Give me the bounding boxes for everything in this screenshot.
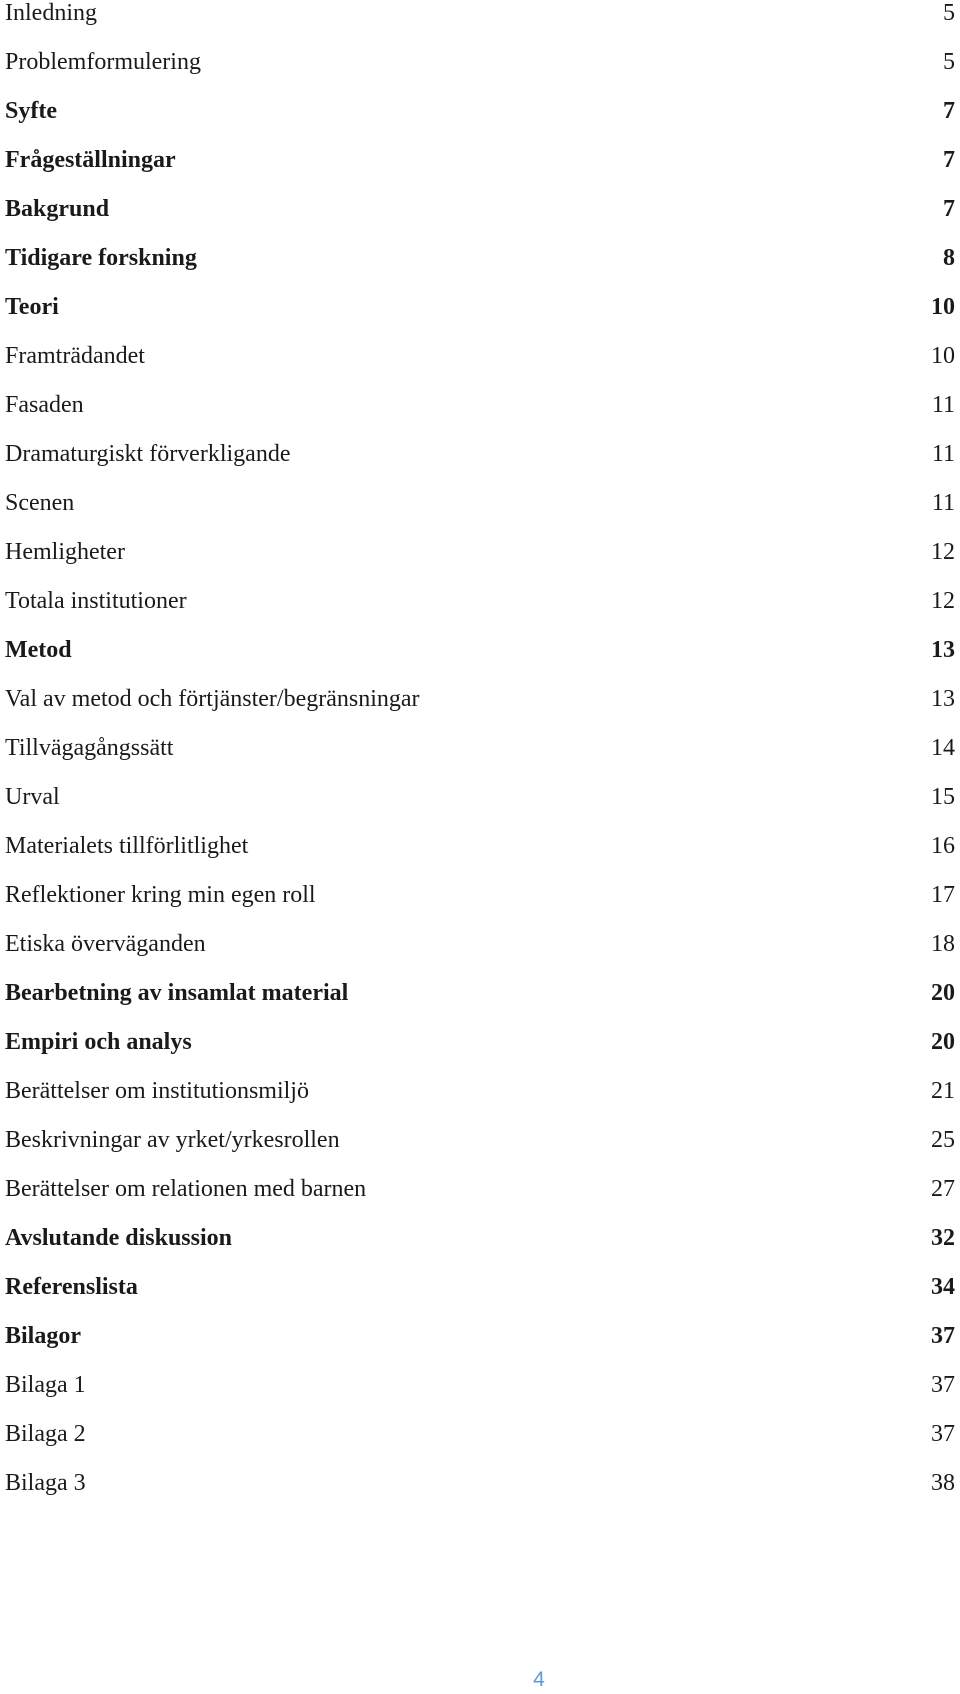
toc-entry[interactable]	[5, 245, 955, 294]
toc-entry-page: 12	[931, 588, 955, 614]
toc-entry-title: Materialets tillförlitlighet	[5, 833, 249, 859]
toc-entry-title: Hemligheter	[5, 539, 125, 565]
toc-entry-title: Berättelser om institutionsmiljö	[5, 1078, 309, 1104]
toc-entry-page: 11	[931, 392, 955, 418]
toc-entry-page: 5	[943, 49, 955, 75]
toc-entry-page: 37	[931, 1372, 955, 1398]
toc-entry[interactable]	[5, 392, 955, 441]
toc-entry-page: 14	[931, 735, 955, 761]
toc-entry-page: 11	[931, 441, 955, 467]
toc-entry-page: 7	[943, 98, 955, 124]
toc-entry[interactable]	[5, 294, 955, 343]
toc-entry-title: Framträdandet	[5, 343, 145, 369]
toc-entry[interactable]	[5, 588, 955, 637]
toc-entry-title: Beskrivningar av yrket/yrkesrollen	[5, 1127, 340, 1153]
toc-entry[interactable]	[5, 637, 955, 686]
toc-entry-page: 25	[931, 1127, 955, 1153]
toc-entry-page: 7	[943, 147, 955, 173]
toc-entry-page: 37	[931, 1323, 955, 1349]
toc-entry-title: Totala institutioner	[5, 588, 187, 614]
toc-entry-page: 34	[931, 1274, 955, 1300]
toc-entry[interactable]	[5, 980, 955, 1029]
toc-entry-title: Urval	[5, 784, 60, 810]
toc-entry-title: Problemformulering	[5, 49, 201, 75]
toc-entry-title: Tillvägagångssätt	[5, 735, 174, 761]
toc-entry[interactable]	[5, 539, 955, 588]
toc-entry-page: 32	[931, 1225, 955, 1251]
toc-entry[interactable]	[5, 1176, 955, 1225]
toc-entry[interactable]	[5, 49, 955, 98]
toc-entry[interactable]	[5, 833, 955, 882]
toc-entry[interactable]	[5, 147, 955, 196]
toc-entry-page: 37	[931, 1421, 955, 1447]
toc-entry-page: 20	[931, 980, 955, 1006]
toc-entry-title: Bilaga 3	[5, 1470, 86, 1496]
toc-entry[interactable]	[5, 98, 955, 147]
toc-entry[interactable]	[5, 784, 955, 833]
toc-entry-page: 16	[931, 833, 955, 859]
toc-entry-title: Bilaga 1	[5, 1372, 86, 1398]
toc-entry-title: Bearbetning av insamlat material	[5, 980, 349, 1006]
toc-entry-page: 20	[931, 1029, 955, 1055]
toc-entry-title: Inledning	[5, 0, 97, 26]
toc-entry-title: Fasaden	[5, 392, 84, 418]
toc-entry[interactable]	[5, 1029, 955, 1078]
toc-entry[interactable]	[5, 441, 955, 490]
toc-entry-page: 17	[931, 882, 955, 908]
toc-entry-title: Tidigare forskning	[5, 245, 197, 271]
toc-entry[interactable]	[5, 343, 955, 392]
toc-entry[interactable]	[5, 931, 955, 980]
toc-entry-title: Avslutande diskussion	[5, 1225, 232, 1251]
toc-entry-title: Teori	[5, 294, 59, 320]
toc-entry[interactable]	[5, 0, 955, 49]
toc-entry-page: 10	[931, 294, 955, 320]
toc-entry-title: Frågeställningar	[5, 147, 176, 173]
toc-entry-title: Dramaturgiskt förverkligande	[5, 441, 291, 467]
toc-entry-title: Bilaga 2	[5, 1421, 86, 1447]
toc-entry[interactable]	[5, 686, 955, 735]
toc-entry-title: Scenen	[5, 490, 75, 516]
toc-entry-page: 38	[931, 1470, 955, 1496]
toc-entry[interactable]	[5, 490, 955, 539]
toc-entry-title: Val av metod och förtjänster/begränsningar	[5, 686, 420, 712]
toc-entry[interactable]	[5, 196, 955, 245]
toc-entry-title: Referenslista	[5, 1274, 138, 1300]
toc-entry-title: Empiri och analys	[5, 1029, 192, 1055]
toc-entry-page: 5	[943, 0, 955, 26]
toc-entry-title: Etiska överväganden	[5, 931, 206, 957]
toc-entry[interactable]	[5, 1127, 955, 1176]
toc-entry-title: Reflektioner kring min egen roll	[5, 882, 316, 908]
toc-entry-page: 11	[931, 490, 955, 516]
table-of-contents	[5, 0, 955, 1519]
toc-entry-title: Metod	[5, 637, 72, 663]
toc-entry-page: 12	[931, 539, 955, 565]
toc-entry[interactable]	[5, 1323, 955, 1372]
toc-entry-page: 7	[943, 196, 955, 222]
toc-entry-page: 10	[931, 343, 955, 369]
toc-entry-title: Bakgrund	[5, 196, 110, 222]
toc-entry-page: 8	[943, 245, 955, 271]
toc-entry[interactable]	[5, 1421, 955, 1470]
toc-entry[interactable]	[5, 1078, 955, 1127]
toc-entry-page: 15	[931, 784, 955, 810]
toc-entry[interactable]	[5, 1372, 955, 1421]
toc-entry-page: 18	[931, 931, 955, 957]
toc-entry-title: Bilagor	[5, 1323, 81, 1349]
toc-entry[interactable]	[5, 1225, 955, 1274]
toc-entry-page: 13	[931, 686, 955, 712]
toc-entry-page: 27	[931, 1176, 955, 1202]
toc-entry[interactable]	[5, 882, 955, 931]
toc-entry-title: Syfte	[5, 98, 57, 124]
toc-entry[interactable]	[5, 735, 955, 784]
toc-entry-page: 21	[931, 1078, 955, 1104]
toc-entry-title: Berättelser om relationen med barnen	[5, 1176, 367, 1202]
toc-entry[interactable]	[5, 1274, 955, 1323]
toc-entry[interactable]	[5, 1470, 955, 1519]
toc-entry-page: 13	[931, 637, 955, 663]
page-number: 4	[533, 1668, 545, 1691]
